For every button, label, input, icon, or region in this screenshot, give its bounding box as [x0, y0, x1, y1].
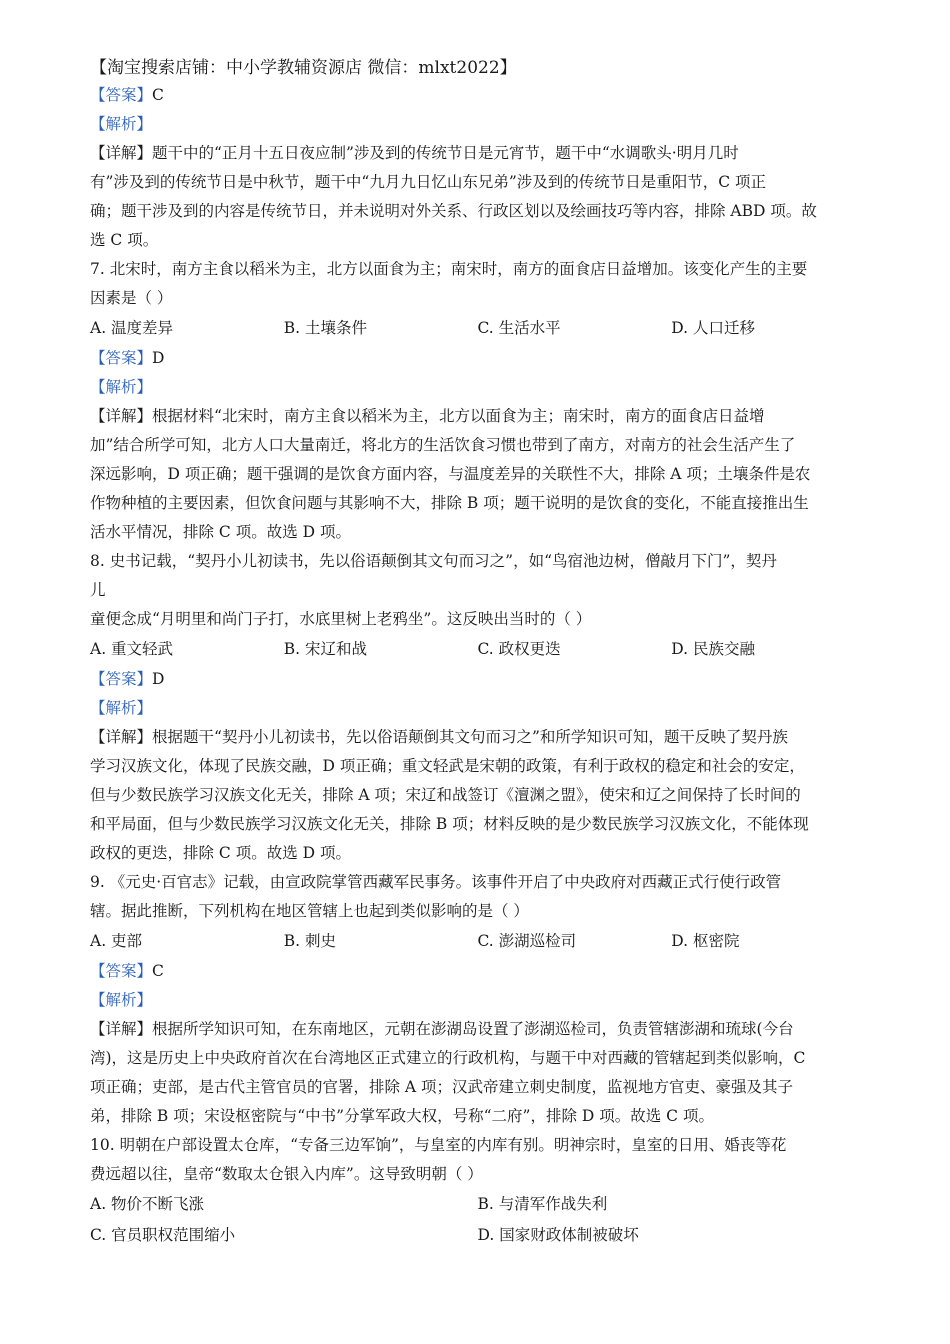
q8-stem: 童便念成“月明里和尚门子打，水底里树上老鸦坐”。这反映出当时的（ ）	[90, 610, 592, 628]
q9-stem: 9. 《元史·百官志》记载，由宣政院掌管西藏军民事务。该事件开启了中央政府对西藏正式行使行政管	[90, 873, 782, 891]
q9-detail-line: 项正确；吏部，是古代主管官员的官署，排除 A 项；汉武帝建立刺史制度，监视地方官吏、豪强及其子	[90, 1078, 794, 1096]
q7-options	[90, 313, 865, 344]
q8-option-c: C. 政权更迭	[477, 640, 561, 658]
q9-option-c: C. 澎湖巡检司	[477, 932, 577, 950]
q6-answer	[90, 81, 865, 110]
answer-label: 【答案】	[90, 670, 153, 688]
q10-option-a: A. 物价不断飞涨	[90, 1195, 205, 1213]
q7-option-c: C. 生活水平	[477, 319, 561, 337]
q7-detail-line: 加”结合所学可知，北方人口大量南迁，将北方的生活饮食习惯也带到了南方，对南方的社会生活产生了	[90, 436, 796, 454]
q6-detail-line: 确；题干涉及到的内容是传统节日，并未说明对外关系、行政区划以及绘画技巧等内容，排除 ABD 项。故	[90, 202, 817, 220]
q7-detail-line: 作物种植的主要因素，但饮食问题与其影响不大，排除 B 项；题干说明的是饮食的变化，不能直接推出生	[90, 494, 809, 512]
q10-option-c: C. 官员职权范围缩小	[90, 1226, 236, 1244]
q8-detail-text: 根据题干“契丹小儿初读书，先以俗语颠倒其文句而习之”和所学知识可知，题干反映了契丹族	[152, 728, 788, 746]
q6-detail-text: 题干中的“正月十五日夜应制”涉及到的传统节日是元宵节，题干中“水调歌头·明月几时	[152, 144, 739, 162]
q9-detail-line: 湾)，这是历史上中央政府首次在台湾地区正式建立的行政机构，与题干中对西藏的管辖起到类似影响，C	[90, 1049, 806, 1067]
q7-option-d: D. 人口迁移	[671, 319, 755, 337]
detail-label: 【详解】	[90, 728, 153, 746]
q8-stem: 8. 史书记载，“契丹小儿初读书，先以俗语颠倒其文句而习之”，如“鸟宿池边树，僧敲月下门”，契丹	[90, 552, 777, 570]
document-page	[90, 56, 865, 1251]
q7-option-a: A. 温度差异	[90, 319, 174, 337]
q9-option-d: D. 枢密院	[671, 932, 740, 950]
q8-option-a: A. 重文轻武	[90, 640, 174, 658]
q8-detail-line: 和平局面，但与少数民族学习汉族文化无关，排除 B 项；材料反映的是少数民族学习汉族文化，不能体现	[90, 815, 809, 833]
q9-detail-line: 弟，排除 B 项；宋设枢密院与“中书”分掌军政大权，号称“二府”，排除 D 项。故选 C 项。	[90, 1107, 714, 1125]
q7-answer-value: D	[152, 349, 165, 367]
q7-answer	[90, 344, 865, 373]
q8-option-d: D. 民族交融	[671, 640, 755, 658]
q7-option-b: B. 土壤条件	[283, 319, 367, 337]
q7-analysis	[90, 373, 865, 402]
q10-options-row2	[90, 1220, 865, 1251]
q7-stem: 7. 北宋时，南方主食以稻米为主，北方以面食为主；南宋时，南方的面食店日益增加。该变化产生的主要	[90, 260, 808, 278]
answer-label: 【答案】	[90, 349, 153, 367]
q8-answer	[90, 665, 865, 694]
q6-detail-line	[90, 139, 865, 168]
q10-option-d: D. 国家财政体制被破坏	[477, 1226, 639, 1244]
q8-stem: 儿	[90, 581, 106, 599]
q8-option-b: B. 宋辽和战	[283, 640, 367, 658]
answer-label: 【答案】	[90, 86, 153, 104]
q9-option-b: B. 刺史	[283, 932, 336, 950]
q9-analysis	[90, 986, 865, 1015]
q7-detail-text: 根据材料“北宋时，南方主食以稻米为主，北方以面食为主；南宋时，南方的面食店日益增	[152, 407, 765, 425]
q6-analysis	[90, 110, 865, 139]
q10-stem: 10. 明朝在户部设置太仓库，“专备三边军饷”，与皇室的内库有别。明神宗时，皇室的日用、婚丧等花	[90, 1136, 787, 1154]
analysis-label: 【解析】	[90, 699, 153, 717]
detail-label: 【详解】	[90, 144, 153, 162]
q10-option-b: B. 与清军作战失利	[477, 1195, 608, 1213]
q7-stem: 因素是（ ）	[90, 289, 173, 307]
q7-detail-line: 深远影响，D 项正确；题干强调的是饮食方面内容，与温度差异的关联性不大，排除 A 项；土壤条件是农	[90, 465, 811, 483]
q6-detail-line: 有”涉及到的传统节日是中秋节，题干中“九月九日忆山东兄弟”涉及到的传统节日是重阳节，C 项正	[90, 173, 767, 191]
q9-option-a: A. 吏部	[90, 932, 143, 950]
q9-answer	[90, 957, 865, 986]
q7-detail-line: 活水平情况，排除 C 项。故选 D 项。	[90, 523, 351, 541]
q8-detail-line	[90, 723, 865, 752]
q8-options	[90, 634, 865, 665]
detail-label: 【详解】	[90, 1020, 153, 1038]
q9-options	[90, 926, 865, 957]
analysis-label: 【解析】	[90, 378, 153, 396]
answer-label: 【答案】	[90, 962, 153, 980]
q9-answer-value: C	[152, 962, 164, 980]
q9-detail-line	[90, 1015, 865, 1044]
q10-stem: 费远超以往，皇帝“数取太仓银入内库”。这导致明朝（ ）	[90, 1165, 483, 1183]
analysis-label: 【解析】	[90, 991, 153, 1009]
page-header: 【淘宝搜索店铺：中小学教辅资源店 微信：mlxt2022】	[90, 58, 517, 78]
analysis-label: 【解析】	[90, 115, 153, 133]
q6-answer-value: C	[152, 86, 164, 104]
q8-detail-line: 学习汉族文化，体现了民族交融，D 项正确；重文轻武是宋朝的政策，有利于政权的稳定和社会的安定，	[90, 757, 805, 775]
q8-answer-value: D	[152, 670, 165, 688]
q9-detail-text: 根据所学知识可知，在东南地区，元朝在澎湖岛设置了澎湖巡检司，负责管辖澎湖和琉球(今台	[152, 1020, 794, 1038]
q8-detail-line: 政权的更迭，排除 C 项。故选 D 项。	[90, 844, 351, 862]
q8-detail-line: 但与少数民族学习汉族文化无关，排除 A 项；宋辽和战签订《澶渊之盟》，使宋和辽之间保持了长时间的	[90, 786, 801, 804]
q7-detail-line	[90, 402, 865, 431]
q9-stem: 辖。据此推断，下列机构在地区管辖上也起到类似影响的是（ ）	[90, 902, 529, 920]
q10-options-row1	[90, 1189, 865, 1220]
detail-label: 【详解】	[90, 407, 153, 425]
q6-detail-line: 选 C 项。	[90, 231, 159, 249]
q8-analysis	[90, 694, 865, 723]
